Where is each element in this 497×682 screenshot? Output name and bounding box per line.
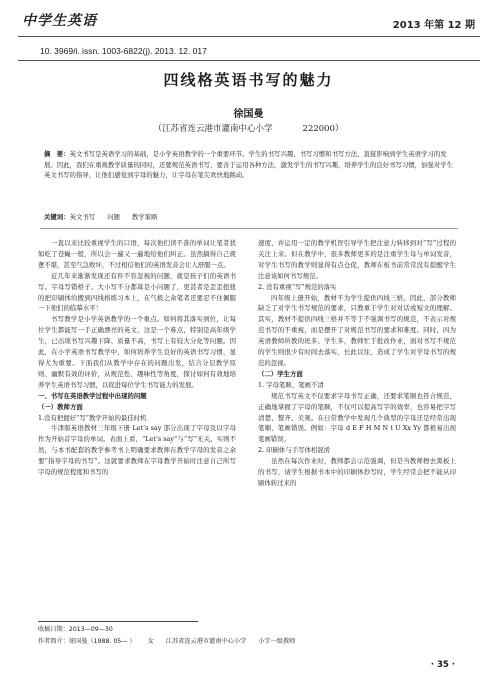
- paragraph: 牛津版英语教材三年级下册 Let’s say 部分出现了字母及以字母作为开始首字母的单词。表面上看，“Let’s say”与“写”无关。实则不然，与本书配套的教学参考书上明确要求教师在教学字母的发音之余要“指导字母的书写”。这就要求教师在字母教学开始时注意自己所写字母的规范程度和书写的: [38, 424, 236, 477]
- journal-logo: 中学生英语: [22, 13, 97, 29]
- page-header: [0, 0, 497, 40]
- abstract-text: 英文书写是英语学习的基础，是小学英语教学的一个重要环节。学生的书写兴趣、书写习惯和书写方法，直接影响到学生英语学习的发展。因此，我们在重视教学质量的同时，还要规范英语书写，要善于运用各种方法，激发学生的书写兴趣，培养学生的良好书写习惯，加强对学生英文书写的指导，让他们感觉到字母的魅力，让字母在笔尖欢快地跳动。: [44, 150, 453, 179]
- paragraph: 一直以来比较重视学生的口语，每次他们读不准的单词让笔者犹如吃了苍蝇一般，所以会一遍又一遍地给他们纠正。虽然搞得自己疲惫不堪，甚至气急败坏，不过相信他们的英语发音会让人舒服一点。: [38, 239, 236, 269]
- footnote-org: 江苏省连云港市灌南中心小学: [165, 638, 247, 645]
- footnote-gender: 女: [147, 638, 154, 645]
- paragraph: 虽然在每次作业时，教师都会示范强调，但是当教师擦去黑板上的书写，请学生根据书本中的印刷体抄写时，学生经常会把不能从印刷体转过来的: [258, 457, 456, 487]
- page-number: · 35 ·: [430, 660, 455, 670]
- paragraph-heading: 2. 印刷体与手写体相混淆: [258, 446, 331, 455]
- affiliation-zip: 222000）: [302, 124, 344, 134]
- keyword: 教学策略: [131, 213, 158, 221]
- footnote-received: 收稿日期：2013—09—30: [38, 626, 113, 633]
- abstract-label: 摘 要：: [44, 150, 70, 158]
- keyword: 英文书写: [69, 213, 96, 221]
- subsection-heading: （二）学生方面: [258, 369, 303, 378]
- section-heading: 一、书写在英语教学过程中出现的问题: [38, 391, 147, 400]
- affiliation-org: （江苏省连云港市灌南中心小学: [153, 124, 273, 134]
- issue-label: 2013 年第 12 期: [392, 20, 475, 31]
- footnote-role: 小学一级教师: [258, 638, 296, 645]
- footnote-author: [38, 636, 295, 645]
- footnote-author-label: 作者简介：徐国曼（1988. 05— ）: [38, 638, 136, 645]
- article-title: 四线格英语书写的魅力: [163, 71, 334, 89]
- doi-line: 10. 3969/i. issn. 1003-6822(j). 2013. 12. 017: [40, 46, 207, 56]
- paragraph-heading: 2. 没有重视“写”规范的落实: [258, 282, 337, 291]
- keywords-label: 关键词：: [44, 213, 70, 221]
- keywords: [44, 212, 456, 221]
- subsection-heading: （一）教师方面: [38, 402, 83, 411]
- paragraph: 近几年来渐渐发现还有件不容忽视的问题，就是孩子们的英语书写。字母写错格子、大小写不分都算是小问题了，更甚者是歪歪扭扭的把印刷体给搬到四线格练习本上，在气极之余笔者还要忍不住佩服一下他们的临摹水平！: [38, 271, 236, 313]
- doi-divider: [18, 60, 480, 61]
- paragraph-heading: 1.没有把握好“写”教学开始的最佳时机: [38, 413, 147, 422]
- paragraph: 四年级上册开始，教材不为学生提供四线三格。因此，部分教师缺乏了对学生书写规范的要求，只教重于学生对对话或短文的理解。其实，教材不提供四线三格并不等于不强调书写的规范，不表示对规范书写的不重视，而是摆开了对规范书写的要求和难度。同时，四为英语教师所教的班多、学生多，教师忙于批改作业，面对书写不规范的学生则很少有时间去落实，长此以往，造成了学生对学母书写的规范的忽视。: [258, 293, 456, 367]
- abstract: [44, 149, 456, 181]
- keyword: 问题: [107, 213, 120, 221]
- paragraph-heading: 速度，并运用一定的教学机智引导学生把注意力转移到对“写”过程的关注上来。但在教学中，很多教师更多的是注重学生母与单词发音，对学生书写的教学则显得有点仓促，教师在板书前常常没有提醒学生注意该如何书写规范。: [258, 239, 456, 280]
- paragraph: 规范书写英文不仅要求字母书写正确，还要求笔顺也符合规范，正确地掌握了字母的笔顺，不仅可以提高写字的效率，也容易把字写清楚、整齐、美观。在日常教学中发现几个典型的字母还是经常出现笔顺、笔画错误。例如：字母 d E F H M N t U Xx Yy 都极易出现笔画错误。: [258, 391, 456, 444]
- left-column: [38, 238, 236, 478]
- author-name: 徐国曼: [233, 109, 264, 120]
- right-column: [258, 238, 456, 489]
- affiliation: [0, 122, 497, 134]
- paragraph-heading: 1. 字母笔顺、笔画不清: [258, 380, 324, 389]
- paragraph: 书写教学是小学英语教学的一个重点。如何将其落实到位，让每位学生都能写一手正确漂亮的英文，这是一个难点，特别是高年级学生，已出现书写兴趣下降、质量不高，书写上有较大分化等问题。因此，在小学英语书写教学中，如何培养学生良好的英语书写习惯，显得尤为重要。下面我们从教学中存在的问题出发，结合分层教学原则、幽默有效的评价，从规范性、趣味性等角度，探讨如何有效地培养学生英语书写习惯，以促进每位学生书写能力的发展。: [38, 315, 236, 389]
- abstract-divider: [40, 228, 458, 229]
- header-divider: [18, 36, 480, 37]
- footnote-divider: [38, 621, 198, 622]
